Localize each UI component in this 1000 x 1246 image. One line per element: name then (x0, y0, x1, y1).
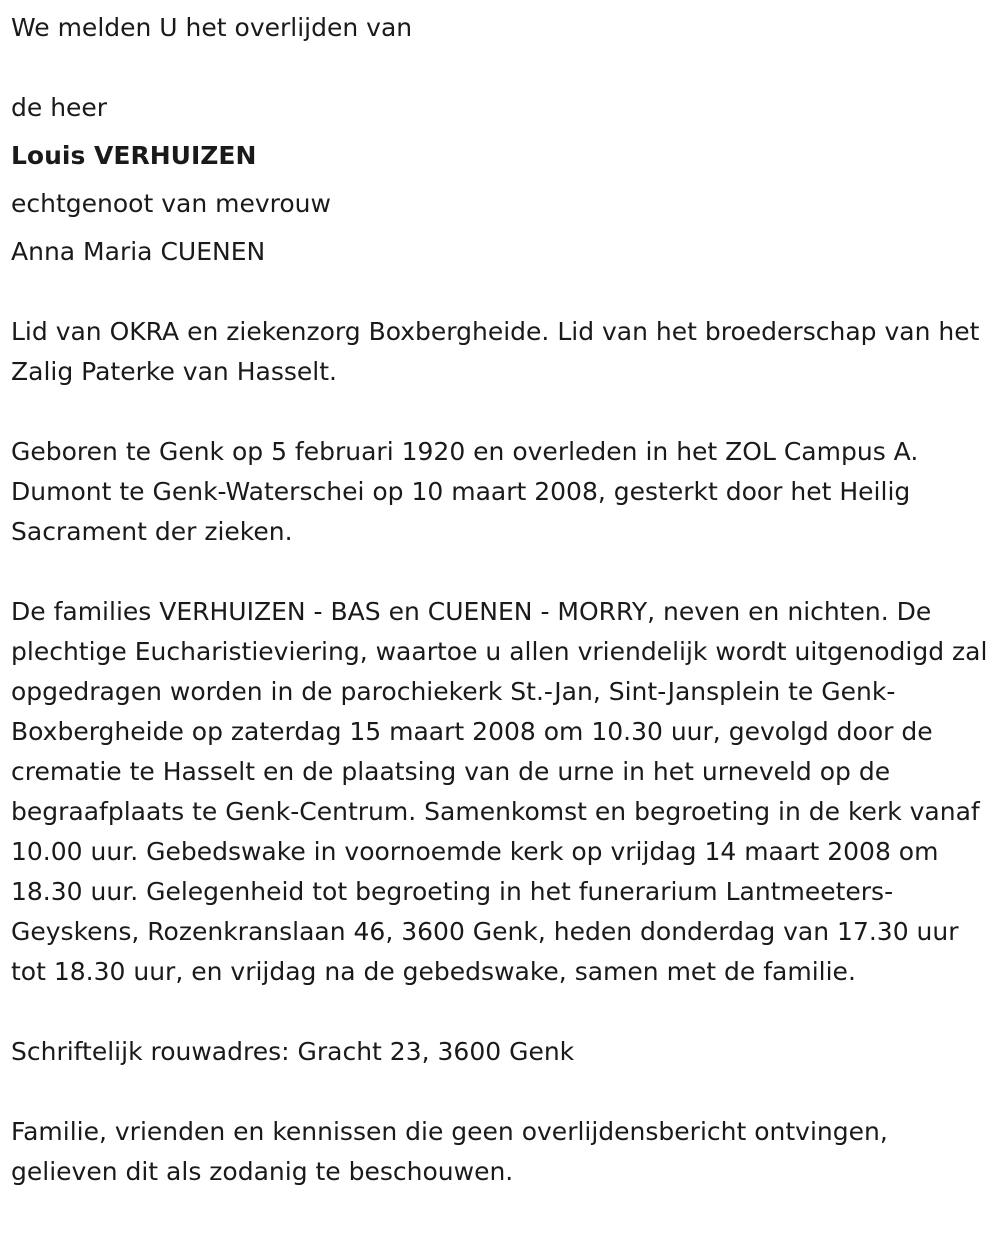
condolence-address: Schriftelijk rouwadres: Gracht 23, 3600 Genk (11, 1037, 575, 1066)
ceremony-paragraph: De families VERHUIZEN - BAS en CUENEN - MORRY, neven en nichten. De plechtige Eucharistieviering, waartoe u allen vriendelijk wordt uitgenodigd zal opgedragen worden in de parochiekerk St.-Jan, Sint-Jansplein te Genk-Boxbergheide op zaterdag 15 maart 2008 om 10.30 uur, gevolgd door de crematie te Hasselt en de plaatsing van de urne in het urneveld op de begraafplaats te Genk-Centrum. Samenkomst en begroeting in de kerk vanaf 10.00 uur. Gebedswake in voornoemde kerk op vrijdag 14 maart 2008 om 18.30 uur. Gelegenheid tot begroeting in het funerarium Lantmeeters-Geyskens, Rozenkranslaan 46, 3600 Genk, heden donderdag van 17.30 uur tot 18.30 uur, en vrijdag na de gebedswake, samen met de familie. (11, 597, 988, 986)
spouse-name: Anna Maria CUENEN (11, 237, 266, 266)
birth-death-paragraph: Geboren te Genk op 5 februari 1920 en overleden in het ZOL Campus A. Dumont te Genk-Waterschei op 10 maart 2008, gesterkt door het Heilig Sacrament der zieken. (11, 437, 919, 546)
closing-paragraph: Familie, vrienden en kennissen die geen overlijdensbericht ontvingen, gelieven dit als zodanig te beschouwen. (11, 1117, 888, 1186)
relation-line: echtgenoot van mevrouw (11, 189, 331, 218)
intro-line: We melden U het overlijden van (11, 13, 413, 42)
membership-paragraph: Lid van OKRA en ziekenzorg Boxbergheide. Lid van het broederschap van het Zalig Paterke van Hasselt. (11, 317, 980, 386)
honorific: de heer (11, 93, 108, 122)
deceased-name: Louis VERHUIZEN (11, 141, 257, 170)
